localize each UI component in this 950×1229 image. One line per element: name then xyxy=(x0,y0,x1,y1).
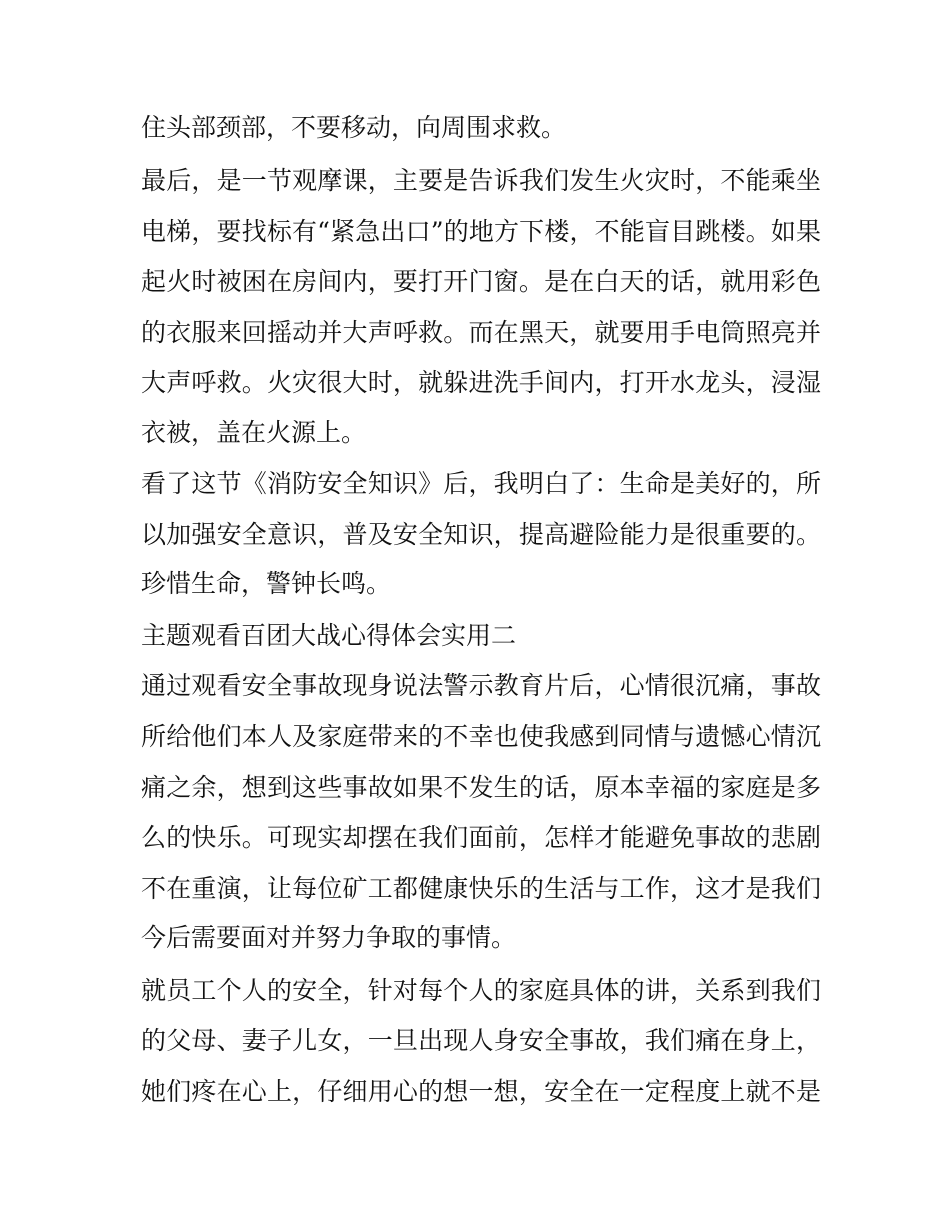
text-line: 珍惜生命，警钟长鸣。 xyxy=(141,569,392,598)
text-line: 住头部颈部，不要移动，向周围求救。 xyxy=(141,113,567,142)
text-line: 就员工个人的安全，针对每个人的家庭具体的讲，关系到我们 xyxy=(141,976,821,1005)
text-line: 她们疼在心上，仔细用心的想一想，安全在一定程度上就不是 xyxy=(141,1077,821,1106)
text-line: 衣被，盖在火源上。 xyxy=(141,418,367,447)
text-line: 痛之余，想到这些事故如果不发生的话，原本幸福的家庭是多 xyxy=(141,773,821,802)
text-line: 通过观看安全事故现身说法警示教育片后，心情很沉痛，事故 xyxy=(141,671,821,700)
text-line: 以加强安全意识，普及安全知识，提高避险能力是很重要的。 xyxy=(141,520,821,549)
text-line: 看了这节《消防安全知识》后，我明白了：生命是美好的，所 xyxy=(141,469,821,498)
text-line: 电梯，要找标有“紧急出口”的地方下楼，不能盲目跳楼。如果 xyxy=(141,217,821,246)
text-line: 不在重演，让每位矿工都健康快乐的生活与工作，这才是我们 xyxy=(141,874,821,903)
text-line: 所给他们本人及家庭带来的不幸也使我感到同情与遗憾心情沉 xyxy=(141,722,821,751)
text-line: 的父母、妻子儿女，一旦出现人身安全事故，我们痛在身上， xyxy=(141,1026,821,1055)
text-line: 最后，是一节观摩课，主要是告诉我们发生火灾时，不能乘坐 xyxy=(141,166,821,195)
text-line: 的衣服来回摇动并大声呼救。而在黑天，就要用手电筒照亮并 xyxy=(141,318,821,347)
section-heading: 主题观看百团大战心得体会实用二 xyxy=(141,621,517,650)
text-line: 大声呼救。火灾很大时，就躲进洗手间内，打开水龙头，浸湿 xyxy=(141,368,821,397)
text-line: 今后需要面对并努力争取的事情。 xyxy=(141,923,517,952)
text-line: 起火时被困在房间内，要打开门窗。是在白天的话，就用彩色 xyxy=(141,267,821,296)
text-line: 么的快乐。可现实却摆在我们面前，怎样才能避免事故的悲剧 xyxy=(141,823,821,852)
